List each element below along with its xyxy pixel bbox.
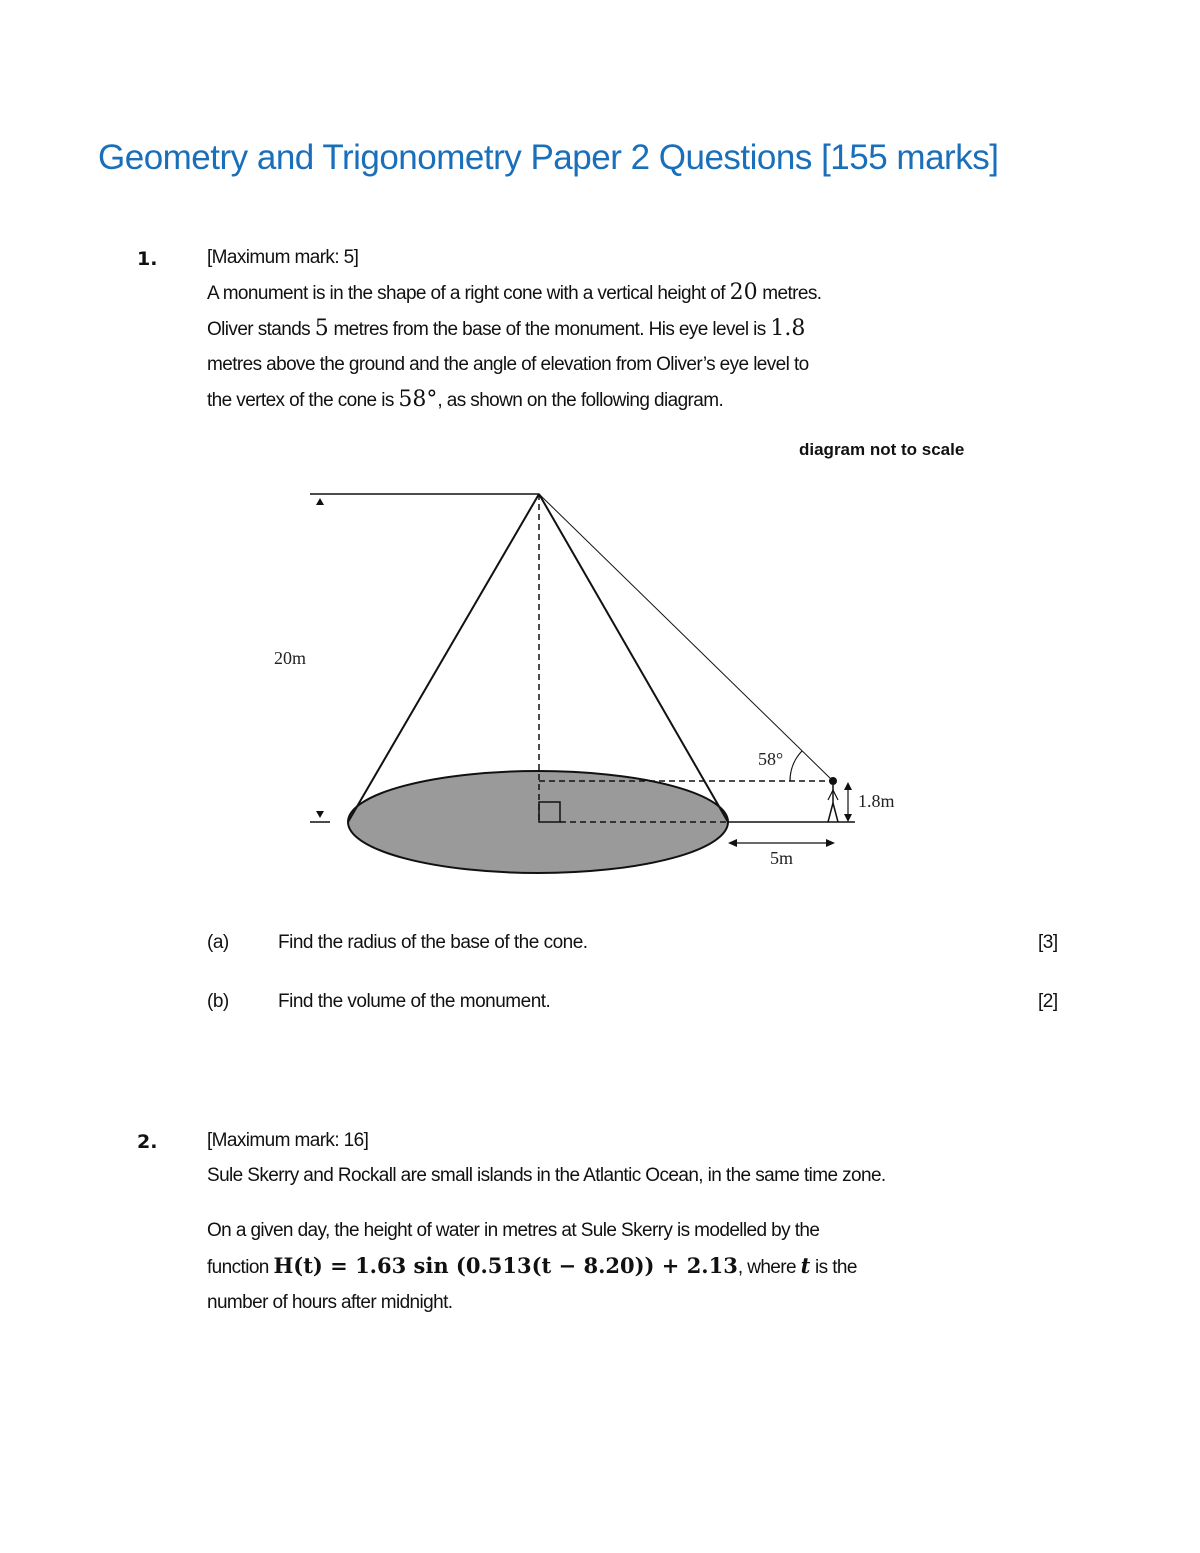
part-a-text: Find the radius of the base of the cone. — [278, 932, 588, 953]
question-2-para-1: Sule Skerry and Rockall are small islands in the Atlantic Ocean, in the same time zone. — [207, 1165, 886, 1186]
height-top-arrow — [316, 498, 324, 505]
height-bottom-arrow — [316, 811, 324, 818]
question-1-line-2: Oliver stands 5 metres from the base of the monument. His eye level is 1.8 — [207, 316, 806, 341]
question-1-line-1: A monument is in the shape of a right cone with a vertical height of 20 metres. — [207, 280, 822, 305]
question-1-line-4: the vertex of the cone is 58°, as shown on the following diagram. — [207, 387, 724, 412]
height-label: 20m — [274, 648, 307, 668]
question-2-para-2: On a given day, the height of water in metres at Sule Skerry is modelled by the — [207, 1220, 820, 1241]
part-b-text: Find the volume of the monument. — [278, 991, 551, 1012]
distance-label: 5m — [770, 848, 794, 868]
angle-label: 58° — [758, 749, 784, 769]
question-2-para-2-end: number of hours after midnight. — [207, 1292, 453, 1313]
line-of-sight — [539, 494, 833, 781]
diagram-not-to-scale-note: diagram not to scale — [799, 440, 965, 459]
question-2-number: 2. — [137, 1131, 158, 1153]
question-2-body — [207, 1123, 987, 1320]
question-2-max-mark: [Maximum mark: 16] — [207, 1130, 369, 1151]
question-1-number: 1. — [137, 248, 158, 270]
question-1-line-3: metres above the ground and the angle of elevation from Oliver’s eye level to — [207, 354, 809, 375]
eye-height-label: 1.8m — [858, 791, 895, 811]
question-2-formula-line: function H(t) = 1.63 sin (0.513(t − 8.20)) + 2.13, where t is the — [207, 1253, 857, 1278]
elevation-angle-arc — [790, 751, 802, 781]
question-1-max-mark: [Maximum mark: 5] — [207, 247, 359, 268]
tide-function-formula: H(t) = 1.63 sin (0.513(t − 8.20)) + 2.13 — [273, 1253, 738, 1278]
part-b-label: (b) — [207, 991, 229, 1012]
part-a-marks: [3] — [1038, 932, 1058, 953]
part-b-marks: [2] — [1038, 991, 1058, 1012]
page-title: Geometry and Trigonometry Paper 2 Questions [155 marks] — [98, 138, 999, 177]
person-figure — [828, 777, 838, 822]
part-a-label: (a) — [207, 932, 229, 953]
